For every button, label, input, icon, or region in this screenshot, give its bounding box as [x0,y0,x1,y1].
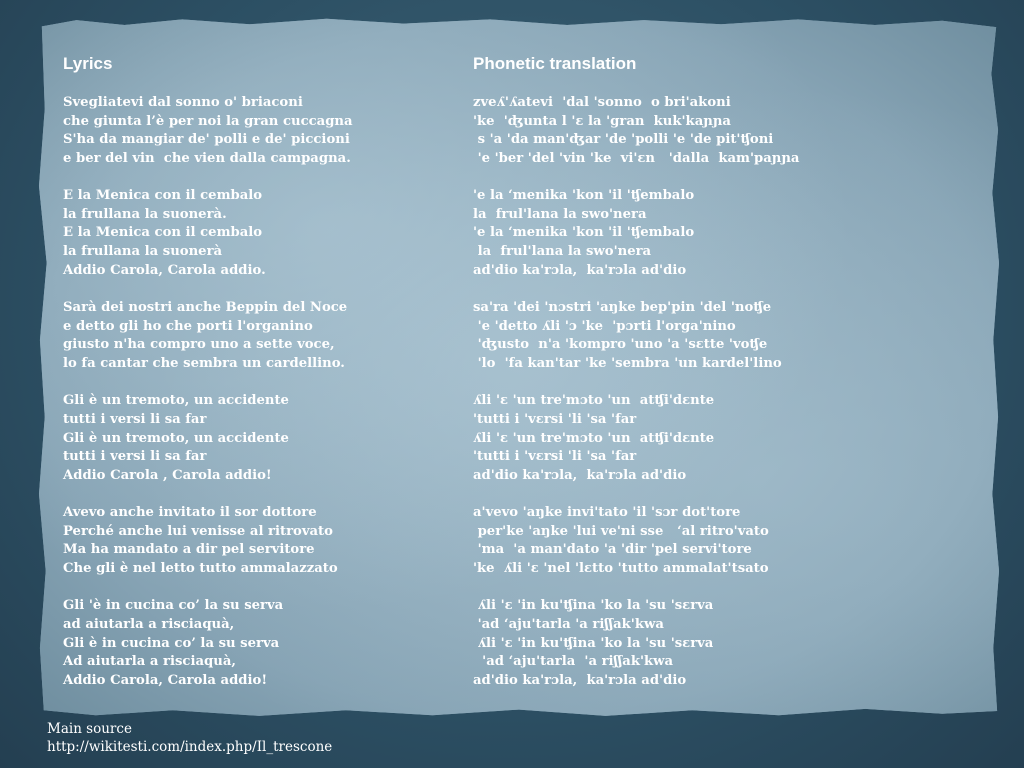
lyrics-lines [63,94,353,691]
lyric-line: Ma ha mandato a dir pel servitore [63,542,315,558]
phonetic-line [473,485,799,504]
lyric-line [63,169,353,188]
phonetic-line: 'ma 'a man'dato 'a 'dir 'pel servi'tore [473,542,752,558]
phonetic-line [473,280,799,299]
phonetic-line: ʎli 'ɛ 'in ku'ʧina 'ko la 'su 'sɛrva [473,598,714,614]
lyric-line: Sarà dei nostri anche Beppin del Noce [63,300,348,316]
lyric-line: Perché anche lui venisse al ritrovato [63,523,333,539]
lyric-line: lo fa cantar che sembra un cardellino. [63,355,345,371]
phonetic-line: 'lo 'fa kan'tar 'ke 'sembra 'un kardel'lino [473,355,782,371]
source-note [47,720,332,756]
lyric-line: e detto gli ho che porti l'organino [63,318,313,334]
phonetic-line [473,374,799,393]
phonetic-line: ad'dio ka'rɔla, ka'rɔla ad'dio [473,262,687,278]
lyric-line: e ber del vin che vien dalla campagna. [63,150,351,166]
lyrics-heading: Lyrics [63,54,113,73]
lyric-line: giusto n'ha compro uno a sette voce, [63,337,335,353]
phonetic-line: 'ad ‘aju'tarla 'a riʃʃak'kwa [473,616,664,632]
phonetic-heading: Phonetic translation [473,54,637,73]
lyric-line: tutti i versi li sa far [63,449,207,465]
phonetic-lines [473,94,799,691]
lyric-line: Gli è in cucina co’ la su serva [63,635,280,651]
phonetic-line: 'ke ʎli 'ɛ 'nel 'lɛtto 'tutto ammalat'tsato [473,561,769,577]
lyric-line: Gli 'è in cucina co’ la su serva [63,598,284,614]
phonetic-line: 'e 'ber 'del 'vin 'ke vi'ɛn 'dalla kam'paɲɲa [473,150,800,166]
phonetic-line: la frul'lana la swo'nera [473,244,652,260]
phonetic-line: 'e 'detto ʎli 'ɔ 'ke 'pɔrti l'orga'nino [473,318,736,334]
phonetic-line: ʎli 'ɛ 'un tre'mɔto 'un atʧi'dɛnte [473,393,715,409]
phonetic-line: ad'dio ka'rɔla, ka'rɔla ad'dio [473,467,687,483]
phonetic-line: sa'ra 'dei 'nɔstri 'aŋke bep'pin 'del 'noʧe [473,300,772,316]
lyric-line: Addio Carola , Carola addio! [63,467,272,483]
phonetic-line [473,579,799,598]
phonetic-line: zveʎ'ʎatevi 'dal 'sonno o bri'akoni [473,95,731,110]
lyric-line: S'ha da mangiar de' polli e de' piccioni [63,132,350,148]
phonetic-column [473,54,799,691]
source-label: Main source [47,721,132,737]
lyric-line [63,374,353,393]
phonetic-line: s 'a 'da man'ʤar 'de 'polli 'e 'de pit'ʧoni [473,132,774,148]
lyrics-column [63,54,353,691]
lyric-line: Addio Carola, Carola addio. [63,262,266,278]
lyric-line: Svegliatevi dal sonno o' briaconi [63,95,303,110]
phonetic-line: a'vevo 'aŋke invi'tato 'il 'sɔr dot'tore [473,505,741,521]
lyric-line: la frullana la suonerà [63,244,223,260]
lyric-line: Gli è un tremoto, un accidente [63,430,289,446]
phonetic-line: 'e la ‘menika 'kon 'il 'ʧembalo [473,225,695,241]
source-url[interactable]: http://wikitesti.com/index.php/Il_trescone [47,739,333,755]
phonetic-line: 'tutti i 'vɛrsi 'li 'sa 'far [473,411,637,427]
phonetic-line: la frul'lana la swo'nera [473,206,647,222]
phonetic-line: 'e la ‘menika 'kon 'il 'ʧembalo [473,188,695,204]
phonetic-line: ad'dio ka'rɔla, ka'rɔla ad'dio [473,672,687,688]
lyric-line: Gli è un tremoto, un accidente [63,393,289,409]
phonetic-line: per'ke 'aŋke 'lui ve'ni sse ‘al ritro'vato [473,523,769,539]
lyric-line: che giunta l’è per noi la gran cuccagna [63,113,353,129]
lyric-line [63,280,353,299]
phonetic-line: 'ke 'ʤunta l 'ɛ la 'gran kuk'kaɲɲa [473,113,731,129]
lyric-line: Addio Carola, Carola addio! [63,672,268,688]
lyric-line [63,485,353,504]
phonetic-line [473,169,799,188]
lyric-line: E la Menica con il cembalo [63,188,263,204]
phonetic-line: ʎli 'ɛ 'in ku'ʧina 'ko la 'su 'sɛrva [473,635,714,651]
lyric-line: Ad aiutarla a risciaquà, [63,654,236,670]
lyric-line: Avevo anche invitato il sor dottore [63,505,317,521]
phonetic-line: ʎli 'ɛ 'un tre'mɔto 'un atʧi'dɛnte [473,430,715,446]
lyric-line: Che gli è nel letto tutto ammalazzato [63,561,338,577]
lyric-line: ad aiutarla a risciaquà, [63,616,235,632]
phonetic-line: 'tutti i 'vɛrsi 'li 'sa 'far [473,449,637,465]
phonetic-line: 'ʤusto n'a 'kompro 'uno 'a 'sɛtte 'voʧe [473,337,768,353]
lyric-line: la frullana la suonerà. [63,206,227,222]
lyric-line: E la Menica con il cembalo [63,225,263,241]
phonetic-line: 'ad ‘aju'tarla 'a riʃʃak'kwa [473,654,674,670]
lyric-line [63,579,353,598]
lyric-line: tutti i versi li sa far [63,411,207,427]
